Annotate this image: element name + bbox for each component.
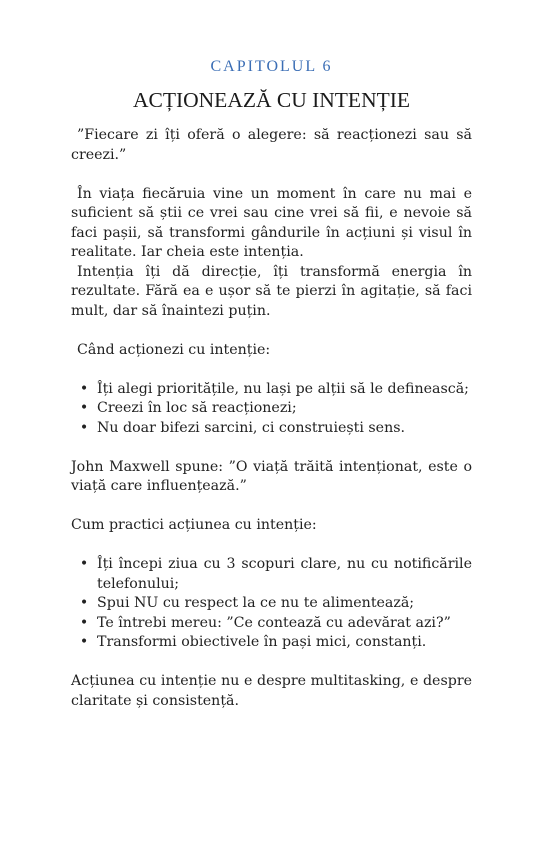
when-acting-list — [71, 380, 472, 439]
how-to-practice-list — [71, 555, 472, 653]
bullet-icon: • — [79, 595, 89, 611]
list-item: • Îți alegi prioritățile, nu lași pe alții să le definească; — [97, 380, 472, 400]
spacer — [71, 360, 472, 380]
list-item: • Te întrebi mereu: ”Ce contează cu adevărat azi?” — [97, 614, 472, 634]
bullet-icon: • — [79, 634, 89, 650]
bullet-icon: • — [79, 419, 89, 436]
list-intro-when: Când acționezi cu intenție: — [77, 341, 271, 358]
bullet-icon: • — [79, 400, 89, 416]
list-item: • Transformi obiectivele în pași mici, constanți. — [97, 633, 472, 653]
bullet-icon: • — [79, 380, 89, 397]
chapter-label: CAPITOLUL 6 — [210, 58, 333, 75]
list-item: • Nu doar bifezi sarcini, ci construiești sens. — [97, 419, 472, 439]
list-intro-how: Cum practici acțiunea cu intenție: — [71, 517, 317, 533]
maxwell-quote: John Maxwell spune: ”O viață trăită intenționat, este o viață care influențează.” — [71, 458, 472, 494]
bullet-icon: • — [79, 556, 89, 572]
list-item: • Îți începi ziua cu 3 scopuri clare, nu cu notificările telefonului; — [79, 556, 472, 592]
paragraph-moment: În viața fiecăruia vine un moment în care nu mai e suficient să știi ce vrei sau cine vrei să fii, e nevoie să faci pașii, să transformi gândurile în acțiuni și visul în realitate. Iar cheia este intenția. — [71, 185, 472, 260]
spacer — [71, 536, 472, 556]
spacer — [71, 165, 472, 185]
closing-paragraph: Acțiunea cu intenție nu e despre multitasking, e despre claritate și consistență. — [71, 673, 472, 709]
spacer — [71, 497, 472, 517]
chapter-body — [71, 126, 472, 711]
paragraph-intention: Intenția îți dă direcție, îți transformă energia în rezultate. Fără ea e ușor să te pierzi în agitație, să faci mult, dar să înaintezi puțin. — [71, 263, 472, 319]
spacer — [71, 321, 472, 341]
chapter-title: ACȚIONEAZĂ CU INTENȚIE — [132, 88, 411, 112]
bullet-icon: • — [79, 614, 89, 631]
spacer — [71, 438, 472, 458]
spacer — [71, 653, 472, 673]
opening-quote: ”Fiecare zi îți oferă o alegere: să reacționezi sau să creezi.” — [71, 127, 472, 163]
list-item: • Creezi în loc să reacționezi; — [97, 399, 472, 419]
list-item: • Spui NU cu respect la ce nu te alimentează; — [97, 594, 472, 614]
